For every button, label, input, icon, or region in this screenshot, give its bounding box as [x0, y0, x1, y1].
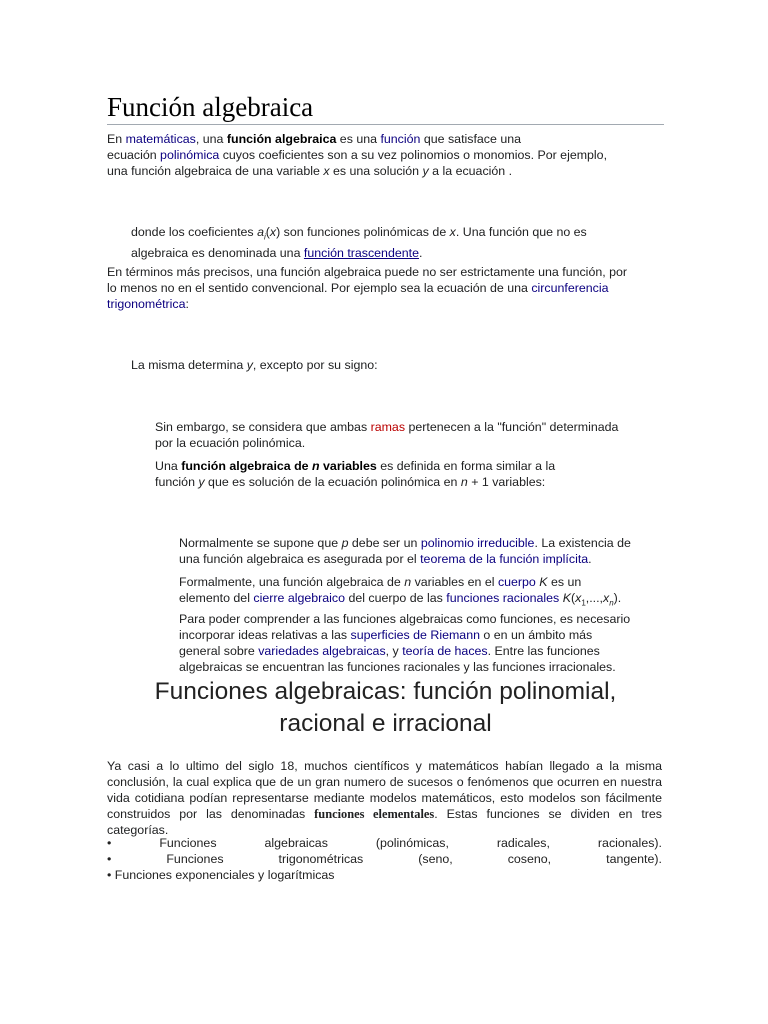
- text: algebraicas se encuentran las funciones racionales y las funciones irracionales.: [179, 660, 616, 675]
- text: una función algebraica es asegurada por el: [179, 552, 421, 566]
- sub-1: 1: [581, 598, 586, 608]
- text: , una: [195, 132, 227, 146]
- link-teorema-funcion-implicita[interactable]: teorema de la función implícita: [420, 552, 589, 566]
- text: trigonométricas: [278, 852, 364, 866]
- bold-term: funciones elementales: [314, 807, 435, 821]
- bullet: •: [107, 852, 112, 866]
- text: o en un ámbito más: [479, 628, 593, 643]
- text: + 1 variables:: [467, 475, 546, 489]
- text: Sin embargo, se considera que ambas: [155, 420, 371, 434]
- list-item: [107, 835, 662, 851]
- link-teoria-haces[interactable]: teoría de haces: [402, 644, 488, 659]
- text: Ya casi a lo ultimo del siglo 18, muchos científicos y matemáticos habían llegado a la misma conclusión, la cual explica que de un gran numero de sucesos o fenómenos que ocurren en nuestra vida cotidiana podían representarse mediante modelos matemáticos, esto modelos son fácilmente construidos por las denominadas: [107, 759, 662, 821]
- link-cuerpo[interactable]: cuerpo: [497, 575, 536, 589]
- text: es un: [547, 575, 582, 589]
- branches-paragraph: [155, 419, 665, 451]
- var-p: p: [341, 536, 349, 550]
- text: ecuación: [107, 148, 161, 162]
- link-funciones-racionales[interactable]: funciones racionales: [446, 591, 560, 605]
- sub-n: n: [609, 598, 614, 608]
- text: del cuerpo de las: [345, 591, 447, 605]
- text: algebraica es denominada una: [131, 246, 304, 261]
- text: por la ecuación polinómica.: [155, 436, 306, 450]
- text: debe ser un: [348, 536, 421, 550]
- link-trigonometrica[interactable]: trigonométrica: [107, 297, 186, 311]
- text: a la ecuación .: [428, 164, 513, 178]
- text: . Entre las funciones: [487, 644, 600, 659]
- text: • Funciones exponenciales y logarítmicas: [107, 868, 335, 882]
- bold-term: función algebraica de: [181, 459, 313, 473]
- heading-line: Funciones algebraicas: función polinomial,: [154, 678, 617, 705]
- var-k: K: [539, 575, 548, 589]
- text: Una: [155, 459, 182, 473]
- text: función: [155, 475, 199, 489]
- var-x: x: [323, 164, 330, 178]
- text: . Estas funciones se dividen en tres categorías.: [107, 807, 662, 837]
- page-title: Función algebraica: [107, 91, 664, 125]
- text: En términos más precisos, una función algebraica puede no ser estrictamente una función, por: [107, 265, 628, 279]
- var-k: K: [562, 591, 571, 605]
- text: algebraicas: [264, 836, 328, 850]
- var-y: y: [198, 475, 205, 489]
- text: (seno,: [418, 852, 453, 866]
- link-matematicas[interactable]: matemáticas: [125, 132, 196, 146]
- link-polinomio-irreducible[interactable]: polinomio irreducible: [420, 536, 535, 550]
- text: que satisface una: [420, 132, 521, 146]
- link-circunferencia[interactable]: circunferencia: [531, 281, 609, 295]
- var-y: y: [422, 164, 429, 178]
- irreducible-paragraph: [179, 535, 669, 567]
- var-n: n: [460, 475, 468, 489]
- n-variables-paragraph: [155, 458, 665, 490]
- text: radicales,: [496, 836, 550, 850]
- text: (polinómicas,: [375, 836, 449, 850]
- link-variedades-algebraicas[interactable]: variedades algebraicas: [258, 644, 386, 659]
- bullet: •: [107, 836, 112, 850]
- precise-terms-paragraph: [107, 264, 667, 312]
- section-heading: [107, 676, 664, 740]
- link-polinomica[interactable]: polinómica: [160, 148, 220, 162]
- text: (: [570, 591, 576, 605]
- text: . La existencia de: [534, 536, 631, 550]
- text: pertenecen a la "función" determinada: [405, 420, 619, 434]
- text: .: [588, 552, 592, 566]
- history-paragraph: [107, 758, 662, 838]
- text: racionales).: [597, 836, 662, 850]
- text: es una: [336, 132, 381, 146]
- text: La misma determina: [131, 358, 247, 372]
- text: , y: [385, 644, 403, 659]
- text: una función algebraica de una variable: [107, 164, 324, 178]
- list-item: [107, 851, 662, 867]
- text: donde los coeficientes: [131, 225, 258, 239]
- text: Para poder comprender a las funciones algebraicas como funciones, es necesario: [179, 612, 631, 627]
- text: elemento del: [179, 591, 254, 605]
- var-x: x: [602, 591, 610, 605]
- text: :: [185, 297, 189, 311]
- bold-term: función algebraica: [226, 132, 337, 146]
- var-n: n: [404, 575, 412, 589]
- text: ).: [613, 591, 622, 605]
- link-funcion-trascendente[interactable]: función trascendente: [303, 246, 419, 261]
- var-a: a: [257, 225, 264, 239]
- sub-i: i: [263, 232, 266, 242]
- sign-paragraph: [131, 357, 661, 373]
- link-cierre-algebraico[interactable]: cierre algebraico: [253, 591, 346, 605]
- text: es una solución: [329, 164, 423, 178]
- link-ramas[interactable]: ramas: [370, 420, 406, 434]
- text: que es solución de la ecuación polinómica en: [204, 475, 461, 489]
- intro-paragraph: [107, 131, 667, 179]
- var-n: n: [312, 459, 320, 473]
- text: Formalmente, una función algebraica de: [179, 575, 405, 589]
- formal-definition-paragraph: [179, 574, 669, 675]
- text: variables en el: [411, 575, 498, 589]
- text: , excepto por su signo:: [252, 358, 378, 372]
- text: . Una función que no es: [455, 225, 587, 239]
- text: cuyos coeficientes son a su vez polinomios o monomios. Por ejemplo,: [219, 148, 608, 162]
- var-y: y: [246, 358, 253, 372]
- text: ) son funciones polinómicas de: [276, 225, 450, 239]
- bold-term: variables: [319, 459, 377, 473]
- text: ,...,: [585, 591, 603, 605]
- text: Normalmente se supone que: [179, 536, 342, 550]
- text: tangente).: [606, 852, 662, 866]
- list-item: [107, 867, 662, 883]
- text: .: [418, 246, 423, 261]
- var-x: x: [449, 225, 456, 239]
- heading-line: racional e irracional: [279, 710, 492, 737]
- text: incorporar ideas relativas a las: [179, 628, 351, 643]
- var-x: x: [269, 225, 277, 239]
- coefficients-paragraph: [131, 224, 661, 261]
- var-x: x: [575, 591, 582, 605]
- link-funcion[interactable]: función: [380, 132, 421, 146]
- text: general sobre: [179, 644, 259, 659]
- text: es definida en forma similar a la: [376, 459, 556, 473]
- text: Funciones: [159, 836, 217, 850]
- link-superficies-riemann[interactable]: superficies de Riemann: [350, 628, 480, 643]
- text: Funciones: [166, 852, 224, 866]
- text: coseno,: [507, 852, 552, 866]
- text: En: [107, 132, 126, 146]
- text: (: [265, 225, 270, 239]
- text: lo menos no en el sentido convencional. Por ejemplo sea la ecuación de una: [107, 281, 532, 295]
